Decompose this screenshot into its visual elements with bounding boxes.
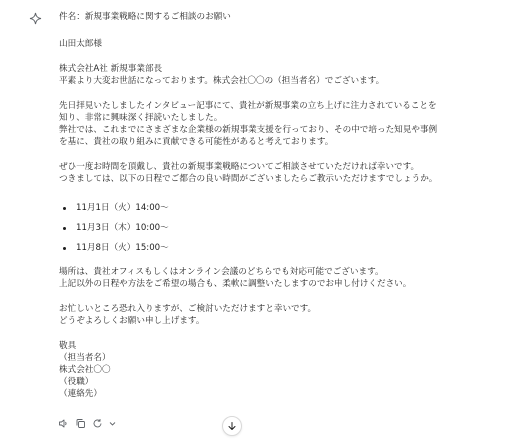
copy-icon[interactable] (75, 418, 86, 429)
signature-line: （役職） (59, 377, 94, 387)
signature-line: （担当者名） (59, 353, 111, 363)
body-line: どうぞよろしくお願い申し上げます。 (59, 316, 205, 326)
body-line: 場所は、貴社オフィスもしくはオンライン会議のどちらでも対応可能でございます。 (59, 267, 384, 277)
arrow-down-icon (227, 421, 237, 431)
body-line: つきましては、以下の日程でご都合の良い時間がございましたらご教示いただけますでしょうか。 (59, 174, 438, 184)
chevron-down-icon[interactable] (109, 418, 116, 429)
body-line: 先日拝見いたしましたインタビュー記事にて、貴社が新規事業の立ち上げに注力されていることを (59, 101, 437, 111)
message-actions (58, 417, 116, 429)
signature-line: （連絡先） (59, 389, 102, 399)
schedule-item: 11月3日（木）10:00〜 (76, 223, 169, 233)
body-line: 知り、非常に興味深く拝読いたしました。 (59, 113, 223, 123)
closing-word: 敬具 (59, 341, 77, 351)
recipient-title: 株式会社A社 新規事業部長 (59, 64, 163, 74)
bullet-dot (63, 227, 66, 230)
body-line: 上記以外の日程や方法をご希望の場合も、柔軟に調整いたしますのでお申し付けください。 (59, 279, 412, 289)
speaker-icon[interactable] (58, 418, 69, 429)
bullet-dot (63, 247, 66, 250)
regenerate-icon[interactable] (92, 418, 103, 429)
signature-line: 株式会社〇〇 (59, 365, 111, 375)
bullet-dot (63, 207, 66, 210)
body-line: 弊社では、これまでにさまざまな企業様の新規事業支援を行っており、その中で培った知見や事例 (59, 125, 438, 135)
email-subject: 件名：新規事業戦略に関するご相談のお願い (59, 12, 231, 22)
body-line: ぜひ一度お時間を頂戴し、貴社の新規事業戦略についてご相談させていただければ幸いです。 (59, 162, 420, 172)
recipient-name: 山田太郎様 (59, 39, 102, 49)
greeting-line: 平素より大変お世話になっております。株式会社〇〇の（担当者名）でございます。 (59, 76, 385, 86)
body-line: お忙しいところ恐れ入りますが、ご検討いただけますと幸いです。 (59, 304, 317, 314)
sparkle-icon (29, 10, 42, 23)
schedule-item: 11月8日（火）15:00〜 (76, 243, 169, 253)
scroll-to-bottom-button[interactable] (222, 416, 242, 436)
body-line: を基に、貴社の取り組みに貢献できる可能性があると考えております。 (59, 137, 334, 147)
schedule-item: 11月1日（火）14:00〜 (76, 203, 169, 213)
